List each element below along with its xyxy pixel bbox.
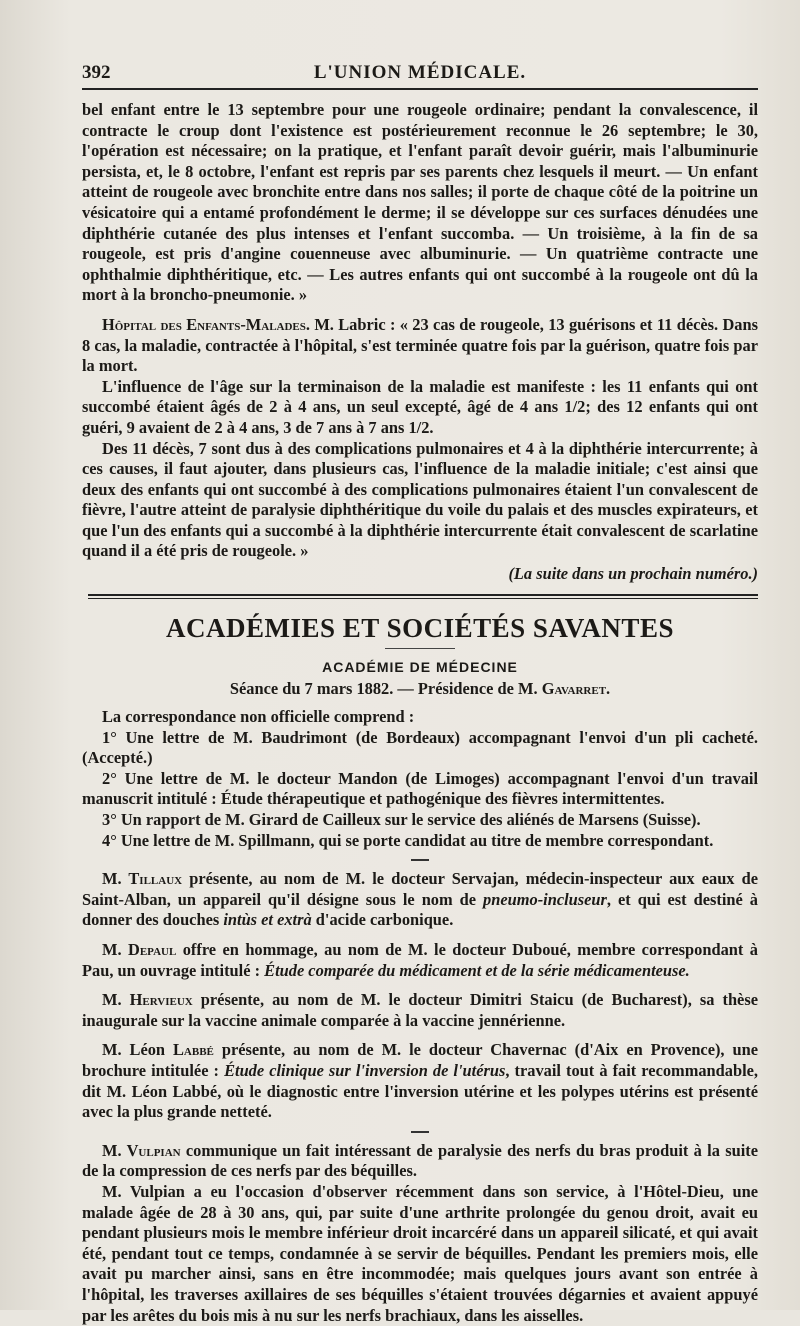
paragraph-text: offre en hommage, au nom de M. le docteur Duboué, membre correspondant à Pau, un ouvrage intitulé : <box>82 940 758 980</box>
correspondence-item: 3° Un rapport de M. Girard de Cailleux sur le service des aliénés de Marsens (Suisse). <box>102 810 701 830</box>
paragraph-text: présente, au nom de M. le docteur Dimitri Staicu (de Bucharest), sa thèse inaugurale sur la vaccine animale comparée à la vaccine jennérienne. <box>82 990 758 1030</box>
correspondence-intro: La correspondance non officielle comprend : <box>102 707 415 727</box>
continuation-note: (La suite dans un prochain numéro.) <box>508 564 758 584</box>
section-title: ACADÉMIES ET SOCIÉTÉS SAVANTES <box>166 613 674 644</box>
paragraph-hervieux <box>82 990 758 1031</box>
dash-separator <box>411 859 429 861</box>
speaker-name: M. Léon <box>102 1040 173 1060</box>
paragraph-tillaux <box>82 869 758 931</box>
page-header <box>82 58 758 90</box>
seance-text: Séance du 7 mars 1882. — Présidence de M. <box>229 679 542 699</box>
speaker-name: M. Vulpian <box>102 1140 181 1160</box>
paragraph-text: présente, au nom de M. le docteur Chavernac (d'Aix en Provence), une brochure intitulée : <box>82 1040 758 1080</box>
journal-title: L'UNION MÉDICALE. <box>313 62 527 83</box>
double-rule-divider <box>88 594 758 599</box>
dash-separator <box>411 1131 429 1133</box>
page-number: 392 <box>82 62 111 83</box>
paragraph-hopital-enfants <box>82 315 758 377</box>
section-underline <box>385 648 455 649</box>
subsection-title: ACADÉMIE DE MÉDECINE <box>322 659 518 676</box>
paragraph-vulpian <box>82 1141 758 1182</box>
paragraph-labbe <box>82 1040 758 1122</box>
paragraph-age-influence: L'influence de l'âge sur la terminaison de la maladie est manifeste : les 11 enfants qui ont succombé étaient âgés de 2 à 4 ans, un seul excepté, âgé de 4 ans 1/2; des 12 enfants qui ont guéri, 9 avaient de 2 à 4 ans, 3 de 7 ans à 7 ans 1/2. <box>82 376 758 437</box>
italic-title: Étude clinique sur l'inversion de l'utérus <box>224 1060 506 1080</box>
italic-term: intùs et extrà <box>223 910 312 930</box>
speaker-name: M. Hervieux <box>102 990 193 1010</box>
speaker-name: M. Depaul <box>102 940 177 959</box>
correspondence-item: 2° Une lettre de M. le docteur Mandon (de Limoges) accompagnant l'envoi d'un travail manuscrit intitulé : Étude thérapeutique et pathogénique des fièvres intermittentes. <box>82 768 758 809</box>
institution-label: Hôpital des Enfants-Malades. <box>102 314 310 334</box>
speaker-name: Labbé <box>173 1040 214 1060</box>
paragraph-deaths: Des 11 décès, 7 sont dus à des complications pulmonaires et 4 à la diphthérie intercurrente; à ces causes, il faut ajouter, dans plusieurs cas, l'influence de la maladie initiale; c'est ainsi que deux des enfants qui ont succombé à des complications pulmonaires étaient l'un convalescent de fièvre, l'autre atteint de paralysie diphthéritique du voile du palais et des muscles expirateurs, et que l'un des enfants qui a succombé à la diphthérie intercurrente était convalescent de scarlatine quand il a été pris de rougeole. » <box>82 438 758 561</box>
italic-term: pneumo-incluseur <box>483 889 607 909</box>
paragraph-text: communique un fait intéressant de paralysie des nerfs du bras produit à la suite de la compression de ces nerfs par des béquilles. <box>82 1140 758 1181</box>
paragraph-text: d'acide carbonique. <box>311 910 454 930</box>
italic-title: Étude comparée du médicament et de la série médicamenteuse. <box>264 960 690 980</box>
paragraph-case-reports: bel enfant entre le 13 septembre pour une rougeole ordinaire; pendant la convalescence, il contracte le croup dont l'existence est postérieurement reconnue le 26 septembre; le 30, l'opération est nécessaire; on la pratique, et l'enfant paraît devoir guérir, mais l'albuminurie persista, et, le 8 octobre, l'enfant est repris par ses parents chez lesquels il meurt. — Un enfant atteint de rougeole avec bronchite entre dans nos salles; il porte de chaque côté de la poitrine un vésicatoire qui a entamé profondément le derme; il se développe sur ces surfaces dénudées une diphthérie cutanée des plus intenses et l'enfant succomba. — Un troisième, à la fin de sa rougeole, est pris d'angine couenneuse avec albuminurie. — Un quatrième contracte une ophthalmie diphthéritique, etc. — Les autres enfants qui ont succombé à la rougeole ont dû la mort à la broncho-pneumonie. » <box>82 100 758 305</box>
correspondence-item: 1° Une lettre de M. Baudrimont (de Bordeaux) accompagnant l'envoi d'un pli cacheté. (Accepté.) <box>82 727 758 768</box>
seance-line <box>82 679 758 699</box>
correspondence-item: 4° Une lettre de M. Spillmann, qui se porte candidat au titre de membre correspondant. <box>102 830 714 850</box>
paragraph-text: , travail tout à fait recommandable, dit M. Léon Labbé, où le diagnostic entre l'inversion utérine et les polypes utérins est présenté avec la plus grande netteté. <box>82 1060 759 1122</box>
paragraph-vulpian-case: M. Vulpian a eu l'occasion d'observer récemment dans son service, à l'Hôtel-Dieu, une malade âgée de 28 à 30 ans, qui, par suite d'une arthrite prolongée du genou droit, avait eu pendant plusieurs mois le membre inférieur droit incarcéré dans un appareil silicaté, et qui avait été, pendant tout ce temps, condamnée à se servir de béquilles. Pendant les premiers mois, elle avait pu marcher ainsi, sans en être incommodée; mais quelques jours avant son entrée à l'hôpital, les traverses axillaires de ses béquilles s'étaient trouvées dégarnies et avaient appuyé par les arêtes du bois mis à nu sur les nerfs brachiaux, dans les aisselles. <box>82 1181 758 1325</box>
paragraph-text: , et qui est destiné à donner des douches <box>82 889 758 930</box>
paragraph-depaul <box>82 940 758 981</box>
seance-president: Gavarret. <box>541 679 611 699</box>
paragraph-text: M. Labric : « 23 cas de rougeole, 13 guérisons et 11 décès. Dans 8 cas, la maladie, contractée à l'hôpital, s'est terminée quatre fois par la guérison, quatre fois par la mort. <box>82 314 758 376</box>
speaker-name: M. Tillaux <box>102 869 183 889</box>
paragraph-text: présente, au nom de M. le docteur Servajan, médecin-inspecteur aux eaux de Saint-Alban, un appareil qu'il désigne sous le nom de <box>82 869 759 909</box>
